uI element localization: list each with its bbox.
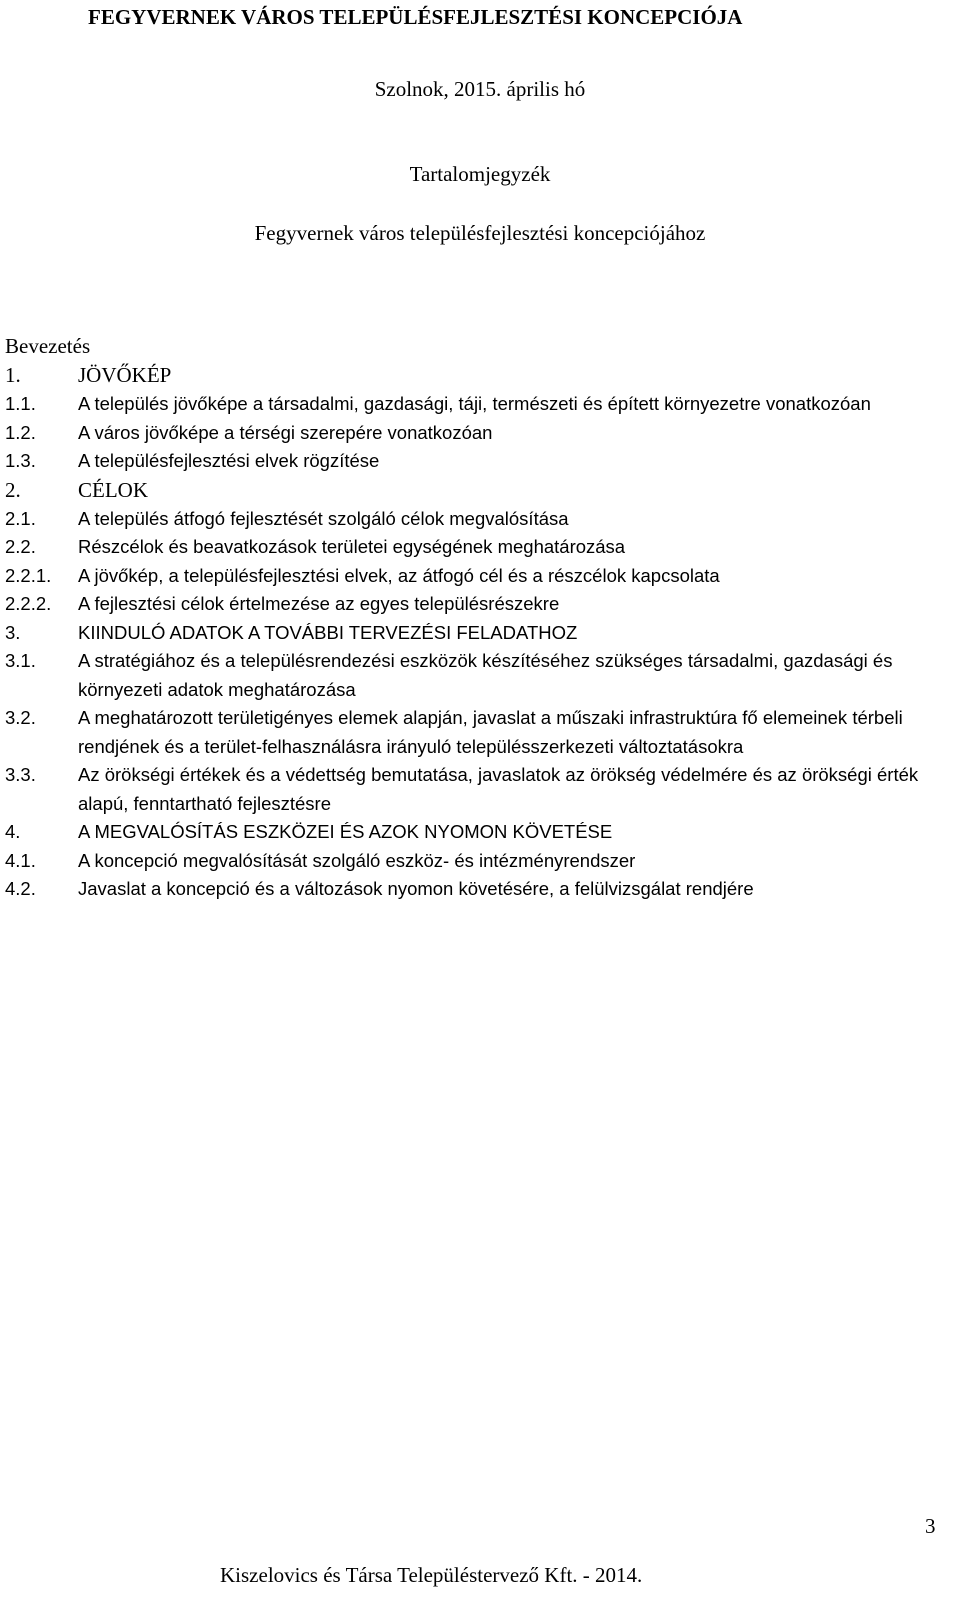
toc-entry-number: 1. bbox=[5, 363, 21, 387]
page-number: 3 bbox=[925, 1514, 936, 1538]
toc-entry-number: 2.2. bbox=[5, 536, 36, 557]
toc-entry bbox=[5, 447, 940, 476]
toc-entry-text: A fejlesztési célok értelmezése az egyes településrészekre bbox=[78, 593, 560, 614]
toc-entry-number: 3.3. bbox=[5, 764, 36, 785]
toc-entry-text: A meghatározott területigényes elemek alapján, javaslat a műszaki infrastruktúra fő elemeinek térbeli rendjének és a terület-felhasználásra irányuló településszerkezeti változtatásokra bbox=[78, 707, 903, 757]
toc-entry-text: Részcélok és beavatkozások területei egységének meghatározása bbox=[78, 536, 626, 557]
toc-entry bbox=[5, 533, 940, 562]
toc-entry bbox=[5, 419, 940, 448]
footer: Kiszelovics és Társa Településtervező Kft. - 2014. bbox=[220, 1563, 643, 1587]
toc-entry-text: KIINDULÓ ADATOK A TOVÁBBI TERVEZÉSI FELADATHOZ bbox=[78, 621, 578, 643]
toc-entry-number: 1.1. bbox=[5, 393, 36, 414]
toc-heading: Tartalomjegyzék bbox=[409, 162, 551, 186]
toc-entry-number: 2.2.2. bbox=[5, 593, 52, 614]
page-title: FEGYVERNEK VÁROS TELEPÜLÉSFEJLESZTÉSI KONCEPCIÓJA bbox=[88, 5, 743, 29]
toc-entry bbox=[5, 476, 940, 505]
toc-entry bbox=[5, 619, 940, 648]
toc-entry bbox=[5, 704, 940, 761]
toc-entry-text: A koncepció megvalósítását szolgáló eszköz- és intézményrendszer bbox=[78, 849, 636, 871]
toc-entry-number: 4.1. bbox=[5, 849, 36, 871]
toc-entry bbox=[5, 361, 940, 390]
toc-entry-text: Javaslat a koncepció és a változások nyomon követésére, a felülvizsgálat rendjére bbox=[78, 878, 754, 899]
toc-entry bbox=[5, 647, 940, 704]
toc-entry-number: 4. bbox=[5, 821, 21, 842]
toc-entry-text: JÖVŐKÉP bbox=[78, 363, 172, 387]
toc-entry-text: A település átfogó fejlesztését szolgáló célok megvalósítása bbox=[78, 507, 569, 529]
toc-entry-number: 4.2. bbox=[5, 878, 36, 899]
toc-entry-number: 1.2. bbox=[5, 421, 36, 443]
toc-entry-text: A MEGVALÓSÍTÁS ESZKÖZEI ÉS AZOK NYOMON KÖVETÉSE bbox=[78, 821, 613, 842]
toc-entry bbox=[5, 761, 940, 818]
toc-entry-text: A település jövőképe a társadalmi, gazdasági, táji, természeti és épített környezetre vonatkozóan bbox=[78, 393, 871, 414]
place-date: Szolnok, 2015. április hó bbox=[374, 77, 586, 101]
toc-intro: Bevezetés bbox=[5, 334, 91, 358]
toc-entry bbox=[5, 818, 940, 847]
table-of-contents bbox=[5, 361, 940, 904]
toc-entry-number: 3.2. bbox=[5, 707, 36, 728]
toc-entry-number: 3.1. bbox=[5, 650, 36, 671]
toc-entry-number: 2.1. bbox=[5, 507, 36, 529]
toc-entry bbox=[5, 505, 940, 534]
toc-entry-text: A város jövőképe a térségi szerepére vonatkozóan bbox=[78, 421, 493, 443]
toc-entry bbox=[5, 562, 940, 591]
toc-subheading: Fegyvernek város településfejlesztési koncepciójához bbox=[254, 221, 706, 245]
toc-entry bbox=[5, 390, 940, 419]
toc-entry bbox=[5, 875, 940, 904]
toc-entry bbox=[5, 847, 940, 876]
toc-entry-number: 1.3. bbox=[5, 450, 36, 471]
toc-entry-text: A településfejlesztési elvek rögzítése bbox=[78, 450, 380, 471]
toc-entry-text: A jövőkép, a településfejlesztési elvek, az átfogó cél és a részcélok kapcsolata bbox=[78, 564, 720, 586]
toc-entry-text: Az örökségi értékek és a védettség bemutatása, javaslatok az örökség védelmére és az örökségi érték alapú, fenntartható fejlesztésre bbox=[78, 764, 919, 814]
toc-entry-number: 2.2.1. bbox=[5, 564, 52, 586]
toc-entry-text: CÉLOK bbox=[78, 477, 148, 502]
toc-entry-text: A stratégiához és a településrendezési eszközök készítéséhez szükséges társadalmi, gazdasági és környezeti adatok meghatározása bbox=[78, 650, 893, 700]
toc-entry-number: 3. bbox=[5, 621, 21, 643]
toc-entry bbox=[5, 590, 940, 619]
toc-entry-number: 2. bbox=[5, 477, 21, 502]
